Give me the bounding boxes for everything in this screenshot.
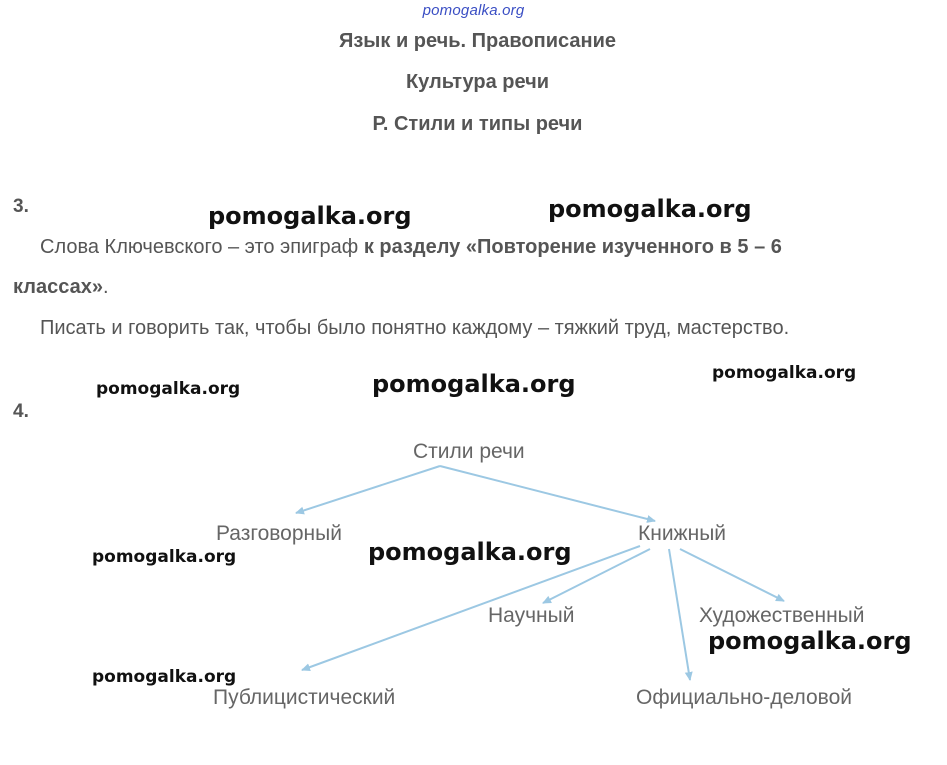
task-3-number: 3. xyxy=(13,196,29,217)
node-speech-styles: Стили речи xyxy=(413,440,525,463)
watermark-8: pomogalka.org xyxy=(708,627,912,655)
task-3-line-1-regular: Слова Ключевского – это эпиграф xyxy=(40,236,364,258)
watermark-9: pomogalka.org xyxy=(92,667,237,687)
arrow-bookish-to-official xyxy=(669,549,690,680)
watermark-3: pomogalka.org xyxy=(96,379,241,399)
task-3-line-3: Писать и говорить так, чтобы было понятно каждому – тяжкий труд, мастерство. xyxy=(40,317,790,339)
node-official: Официально-деловой xyxy=(636,686,852,709)
top-watermark: pomogalka.org xyxy=(422,2,525,19)
watermark-6: pomogalka.org xyxy=(92,547,237,567)
watermark-5: pomogalka.org xyxy=(712,363,857,383)
header-section: Р. Стили и типы речи xyxy=(372,113,583,135)
arrow-root-to-bookish xyxy=(440,466,655,521)
node-colloquial: Разговорный xyxy=(216,522,342,545)
task-3-line-1-bold: к разделу «Повторение изученного в 5 – 6 xyxy=(363,236,782,258)
watermark-1: pomogalka.org xyxy=(208,202,412,230)
node-scientific: Научный xyxy=(488,604,575,627)
task-3-line-2-bold: классах» xyxy=(13,276,103,298)
arrow-bookish-to-artistic xyxy=(680,549,784,601)
task-3-line-2-regular: . xyxy=(102,276,109,298)
node-artistic: Художественный xyxy=(699,604,865,627)
watermark-2: pomogalka.org xyxy=(548,195,752,223)
header-subtitle: Культура речи xyxy=(405,71,550,93)
arrow-root-to-colloquial xyxy=(296,466,440,513)
watermark-7: pomogalka.org xyxy=(368,538,572,566)
task-4-number: 4. xyxy=(13,401,29,422)
watermark-4: pomogalka.org xyxy=(372,370,576,398)
header-title: Язык и речь. Правописание xyxy=(338,30,616,52)
node-journalistic: Публицистический xyxy=(213,686,396,709)
node-bookish: Книжный xyxy=(638,522,727,545)
